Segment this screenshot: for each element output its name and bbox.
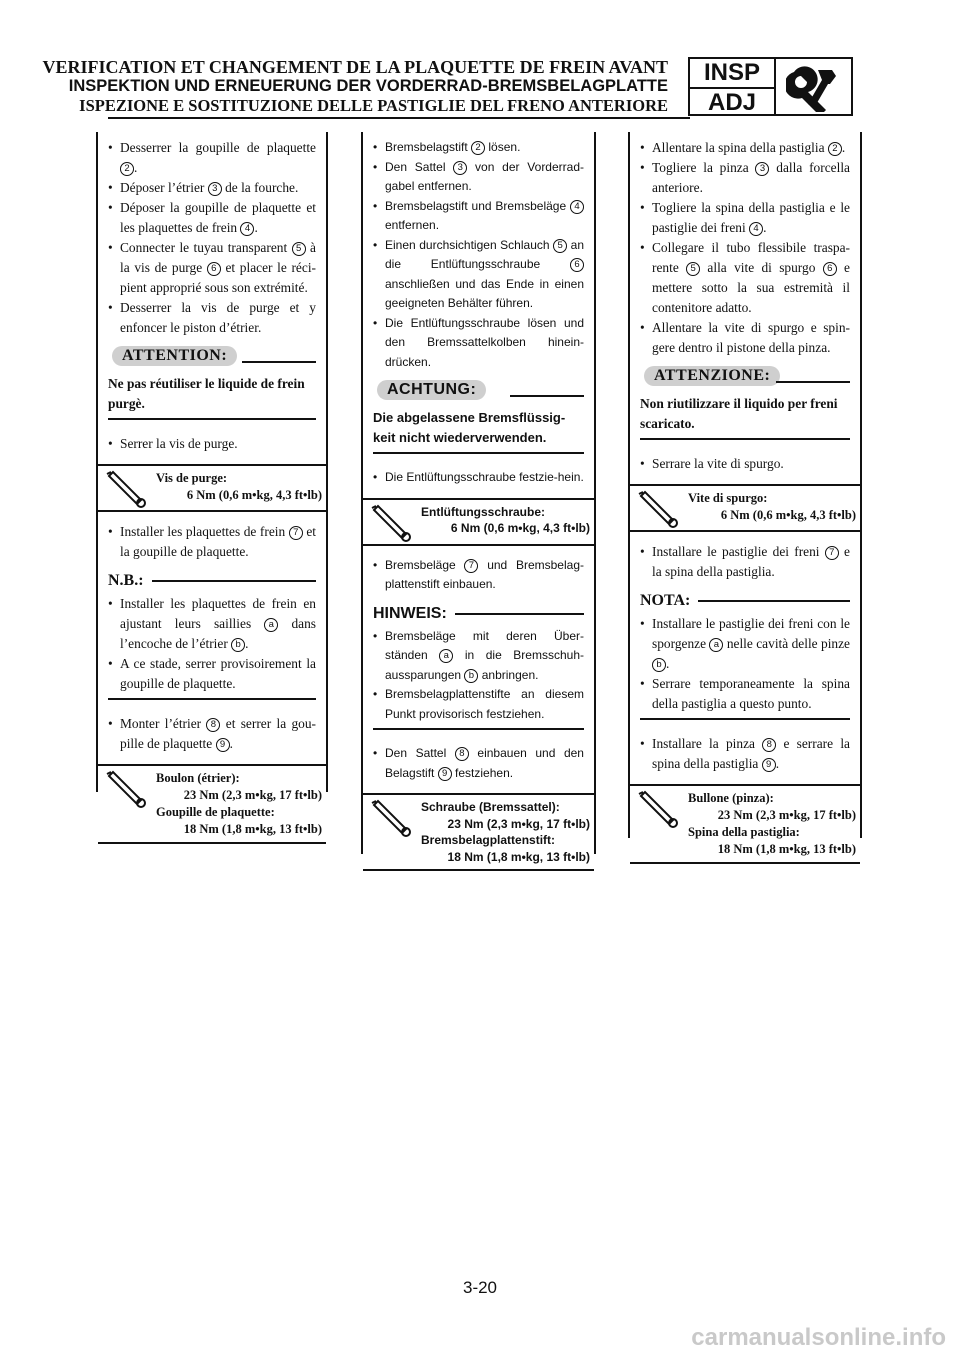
list-item: • Installare le pastiglie dei freni con le sporgenze a nelle cavità delle pinze b . [640,614,850,674]
list-item: • Déposer l’étrier 3 de la fourche. [108,178,316,198]
page-number: 3-20 [462,1278,498,1297]
list-item: • Bremsbeläge 7 und Bremsbelag-plattenstift einbauen. [373,556,584,595]
note-heading: NOTA: [640,592,850,610]
callout-number: 5 [553,239,567,253]
steps-list [108,714,316,754]
steps-list [640,138,850,358]
list-item: • Den Sattel 8 einbauen und den Belagstift 9 festziehen. [373,744,584,783]
list-item: • Einen durchsichtigen Schlauch 5 an die Entlüftungsschraube 6 anschließen und das Ende in einen geeigneten Behälter führen. [373,236,584,314]
callout-number: 9 [216,738,230,752]
list-item: • Allentare la vite di spurgo e spin-gere dentro il pistone della pinza. [640,318,850,358]
callout-number: 7 [825,546,839,560]
steps-list [373,468,584,488]
torque-name: Vite di spurgo: [688,491,768,505]
tools-icon [776,59,851,114]
note-heading: N.B.: [108,572,316,590]
watermark: carmanualsonline.info [691,1324,946,1351]
torque-wrench-icon [363,795,421,869]
torque-spec [630,784,860,864]
list-item: • Die Entlüftungsschraube lösen und den Bremssattelkolben hinein-drücken. [373,314,584,373]
callout-number: 3 [208,182,222,196]
callout-number: b [464,669,478,683]
callout-number: a [709,638,723,652]
callout-number: 2 [828,142,842,156]
column-french [96,132,328,836]
list-item: • Installer les plaquettes de frein en ajustant leurs saillies a dans l’encoche de l’étrier b . [108,594,316,654]
callout-number: 8 [206,718,220,732]
torque-wrench-icon [98,466,156,510]
torque-wrench-icon [630,786,688,862]
list-item: • Collegare il tubo flessibile traspa-rente 5 alla vite di spurgo 6 e mettere sotto la sua estremità il contenitore adatto. [640,238,850,318]
steps-list [373,744,584,783]
list-item: • Serrer la vis de purge. [108,434,316,454]
callout-number: 4 [749,222,763,236]
note-list [108,594,316,694]
torque-wrench-icon [363,500,421,544]
list-item: • Déposer la goupille de plaquette et les plaquettes de frein 4 . [108,198,316,238]
callout-number: 3 [755,162,769,176]
torque-value: 6 Nm (0,6 m•kg, 4,3 ft•lb) [450,521,590,535]
list-item: • Connecter le tuyau transparent 5 à la vis de purge 6 et placer le réci-pient approprié sous son extrémité. [108,238,316,298]
callout-number: 2 [120,162,134,176]
torque-value: 18 Nm (1,8 m•kg, 13 ft•lb) [183,822,322,836]
steps-list [640,734,850,774]
list-item: • Installer les plaquettes de frein 7 et la goupille de plaquette. [108,522,316,562]
list-item: • Die Entlüftungsschraube festzie-hein. [373,468,584,488]
callout-number: 5 [686,262,700,276]
caution-text: Die abgelassene Bremsflüssig-keit nicht wiederverwenden. [373,408,584,454]
title-french: VERIFICATION ET CHANGEMENT DE LA PLAQUETTE DE FREIN AVANT [42,57,668,77]
title-italian: ISPEZIONE E SOSTITUZIONE DELLE PASTIGLIE DEL FRENO ANTERIORE [79,96,668,115]
callout-number: 5 [292,242,306,256]
torque-name: Boulon (étrier): [156,771,240,785]
list-item: • Bremsbelagplattenstifte an diesem Punkt provisorisch festziehen. [373,685,584,724]
page-header [43,58,668,115]
badge-adj: ADJ [690,87,774,117]
list-item: • Togliere la pinza 3 dalla forcella anteriore. [640,158,850,198]
callout-number: 9 [762,758,776,772]
callout-number: 6 [823,262,837,276]
callout-number: 8 [455,747,469,761]
torque-spec [630,484,860,532]
torque-name: Bullone (pinza): [688,791,774,805]
callout-number: b [231,638,245,652]
callout-number: 7 [289,526,303,540]
torque-value: 23 Nm (2,3 m•kg, 17 ft•lb) [183,788,322,802]
torque-spec [363,498,594,546]
torque-name: Vis de purge: [156,471,228,485]
callout-number: 8 [762,738,776,752]
list-item: • Installare le pastiglie dei freni 7 e la spina della pastiglia. [640,542,850,582]
torque-name: Bremsbelagplattenstift: [421,833,556,847]
callout-number: a [264,618,278,632]
caution-text: Ne pas réutiliser le liquide de frein purgè. [108,374,316,420]
torque-value: 18 Nm (1,8 m•kg, 13 ft•lb) [717,842,856,856]
callout-number: 4 [240,222,254,236]
caution-text: Non riutilizzare il liquido per freni scaricato. [640,394,850,440]
callout-number: 2 [471,141,485,155]
torque-value: 23 Nm (2,3 m•kg, 17 ft•lb) [717,808,856,822]
column-italian [628,132,862,856]
caution-heading: ATTENTION: [108,344,316,370]
list-item: • Bremsbelagstift 2 lösen. [373,138,584,158]
torque-value: 23 Nm (2,3 m•kg, 17 ft•lb) [447,816,590,831]
torque-value: 6 Nm (0,6 m•kg, 4,3 ft•lb) [186,488,322,502]
title-german: INSPEKTION UND ERNEUERUNG DER VORDERRAD-BREMSBELAGPLATTE [68,77,668,95]
note-list [373,627,584,725]
steps-list [108,138,316,338]
caution-heading: ATTENZIONE: [640,364,850,390]
callout-number: 9 [438,767,452,781]
torque-name: Goupille de plaquette: [156,805,275,819]
list-item: • Bremsbelagstift und Bremsbeläge 4 entfernen. [373,197,584,236]
steps-list [640,542,850,582]
list-item: • Den Sattel 3 von der Vorderrad-gabel entfernen. [373,158,584,197]
torque-value: 6 Nm (0,6 m•kg, 4,3 ft•lb) [720,508,856,522]
steps-list [108,522,316,562]
list-item: • Allentare la spina della pastiglia 2 . [640,138,850,158]
list-item: • Serrare temporaneamente la spina della pastiglia a questo punto. [640,674,850,714]
column-german [361,132,596,864]
torque-wrench-icon [98,766,156,842]
list-item: • Togliere la spina della pastiglia e le pastiglie dei freni 4 . [640,198,850,238]
torque-wrench-icon [630,486,688,530]
list-item: • Installare la pinza 8 e serrare la spina della pastiglia 9 . [640,734,850,774]
callout-number: 6 [570,258,584,272]
list-item: • Desserrer la vis de purge et y enfoncer le piston d’étrier. [108,298,316,338]
callout-number: 7 [464,559,478,573]
torque-spec [98,464,326,512]
caution-heading: ACHTUNG: [373,378,584,404]
torque-name: Entlüftungsschraube: [421,504,546,519]
steps-list [373,138,584,372]
list-item: • Bremsbeläge mit deren Über-ständen a in die Bremsschuh-aussparungen b anbringen. [373,627,584,686]
callout-number: 6 [207,262,221,276]
callout-number: a [439,649,453,663]
steps-list [640,454,850,474]
torque-value: 18 Nm (1,8 m•kg, 13 ft•lb) [447,849,590,864]
steps-list [108,434,316,454]
steps-list [373,556,584,595]
torque-spec [98,764,326,844]
list-item: • Monter l’étrier 8 et serrer la gou-pille de plaquette 9 . [108,714,316,754]
badge-insp: INSP [703,59,760,86]
torque-spec [363,793,594,871]
list-item: • A ce stade, serrer provisoirement la goupille de plaquette. [108,654,316,694]
callout-number: b [652,658,666,672]
header-rule [108,117,690,119]
note-heading: HINWEIS: [373,605,584,623]
list-item: • Desserrer la goupille de plaquette 2 . [108,138,316,178]
list-item: • Serrare la vite di spurgo. [640,454,850,474]
torque-name: Spina della pastiglia: [688,825,800,839]
section-badge [688,57,853,116]
callout-number: 4 [570,200,584,214]
callout-number: 3 [453,161,467,175]
note-list [640,614,850,714]
torque-name: Schraube (Bremssattel): [421,800,560,814]
